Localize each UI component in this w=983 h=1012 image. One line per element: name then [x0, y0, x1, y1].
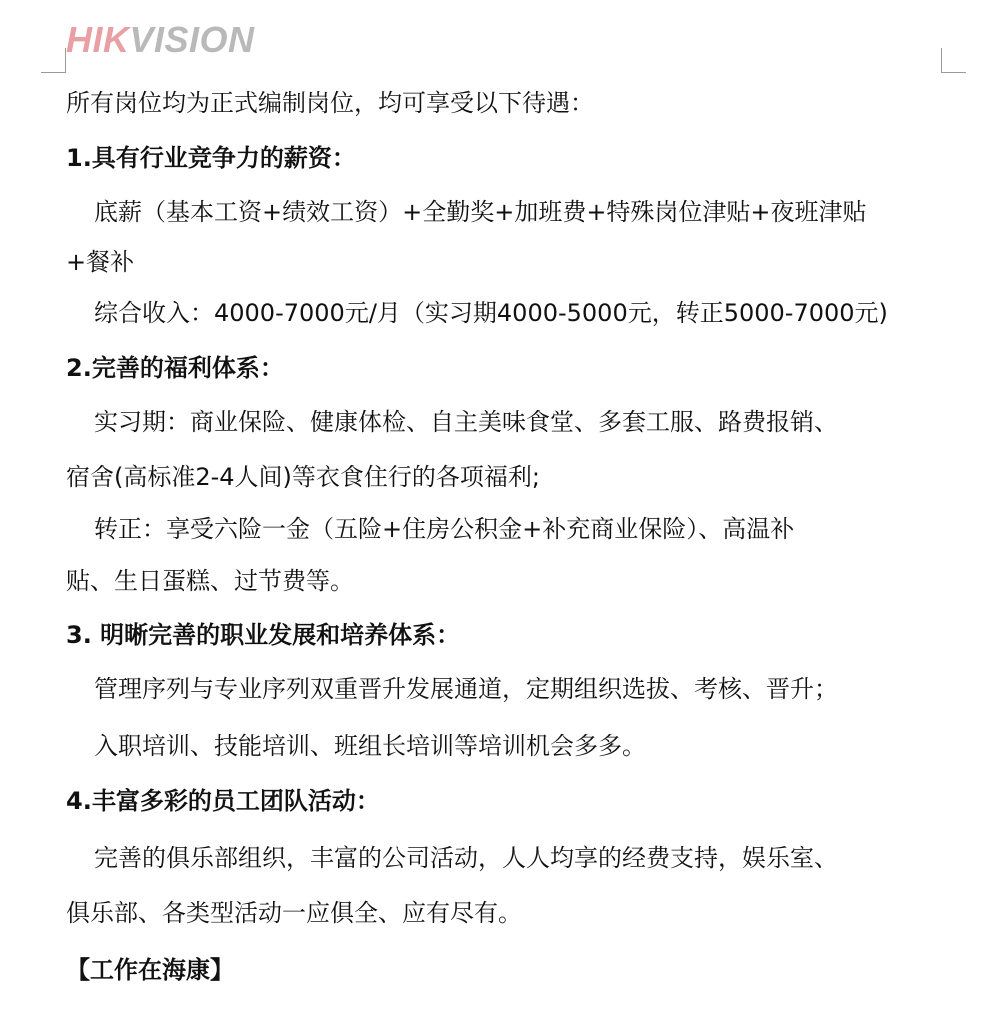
section1-line2: 综合收入：4000-7000元/月（实习期4000-5000元，转正5000-7000元) [94, 299, 888, 327]
section3-line2: 入职培训、技能培训、班组长培训等培训机会多多。 [94, 732, 646, 760]
intro-text: 所有岗位均为正式编制岗位，均可享受以下待遇： [66, 89, 594, 117]
section4-heading: 4.丰富多彩的员工团队活动： [66, 787, 380, 815]
logo-vision-text: VISION [129, 19, 255, 60]
section1-line1-cont: +餐补 [66, 248, 135, 276]
section2-heading: 2.完善的福利体系： [66, 354, 284, 382]
section2-line1: 实习期：商业保险、健康体检、自主美味食堂、多套工服、路费报销、 [94, 408, 838, 436]
section1-heading: 1.具有行业竞争力的薪资： [66, 144, 356, 172]
section1-line1: 底薪（基本工资+绩效工资）+全勤奖+加班费+特殊岗位津贴+夜班津贴 [94, 198, 867, 226]
closing-heading: 【工作在海康】 [66, 956, 234, 984]
section2-line2-cont: 贴、生日蛋糕、过节费等。 [66, 567, 354, 595]
section3-heading: 3. 明晰完善的职业发展和培养体系： [66, 621, 461, 649]
section2-line1-cont: 宿舍(高标准2-4人间)等衣食住行的各项福利; [66, 463, 541, 491]
section2-line2: 转正：享受六险一金（五险+住房公积金+补充商业保险）、高温补 [94, 515, 795, 543]
section4-line1-cont: 俱乐部、各类型活动一应俱全、应有尽有。 [66, 899, 522, 927]
section3-line1: 管理序列与专业序列双重晋升发展通道，定期组织选拔、考核、晋升； [94, 675, 838, 703]
logo-hik-text: HIK [66, 19, 130, 60]
section4-line1: 完善的俱乐部组织，丰富的公司活动，人人均享的经费支持，娱乐室、 [94, 844, 838, 872]
